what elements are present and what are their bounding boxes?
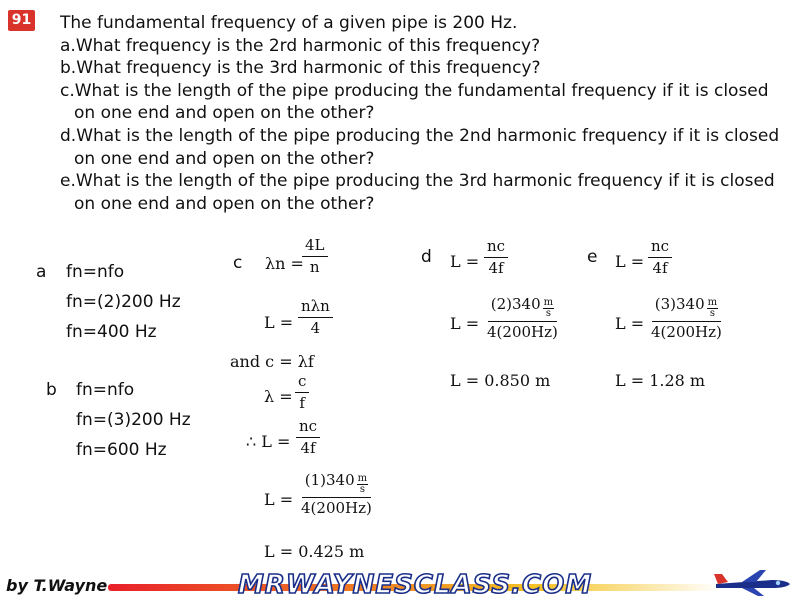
part-d-sub-fraction: [484, 296, 561, 341]
part-e-result: L = 1.28 m: [615, 371, 706, 390]
part-b-line2: fn=(3)200 Hz: [76, 410, 191, 430]
site-brand-logo: MRWAYNESCLASS.COM: [238, 570, 593, 600]
part-b-label: b: [46, 380, 57, 400]
part-e-label: e: [587, 247, 598, 267]
unit-m-per-s: [707, 298, 718, 319]
problem-line: b.What frequency is the 3rd harmonic of this frequency?: [60, 58, 541, 79]
part-a-line2: fn=(2)200 Hz: [66, 292, 181, 312]
problem-number-badge: 91: [8, 10, 35, 31]
part-e-eq-lhs: L =: [615, 252, 645, 271]
part-c-therefore-fraction: [296, 418, 320, 458]
denominator: 4: [310, 319, 321, 338]
denominator: 4f: [652, 259, 668, 278]
unit-top: m: [357, 473, 368, 484]
part-c-therefore-lhs: ∴ L =: [246, 432, 291, 451]
problem-line: on one end and open on the other?: [74, 193, 375, 214]
numerator: 4L: [302, 237, 328, 257]
denominator: 4(200Hz): [301, 499, 372, 517]
denominator: 4(200Hz): [651, 323, 722, 341]
part-d-label: d: [421, 247, 432, 267]
problem-line: e.What is the length of the pipe producing the 3rd harmonic frequency if it is closed: [60, 171, 775, 192]
part-e-sub-fraction: [648, 296, 725, 341]
part-c-sub-lhs: L =: [264, 490, 294, 509]
value: (1)340: [304, 471, 355, 489]
problem-line: on one end and open on the other?: [74, 103, 375, 124]
numerator: nλn: [298, 298, 333, 318]
problem-line: on one end and open on the other?: [74, 148, 375, 169]
unit-bottom: s: [359, 484, 365, 495]
numerator: [652, 296, 721, 322]
part-c-sub-fraction: [298, 472, 375, 517]
part-d-result: L = 0.850 m: [450, 371, 551, 390]
part-c-result: L = 0.425 m: [264, 542, 365, 561]
part-c-lambda2-lhs: λ =: [264, 387, 293, 406]
unit-bottom: s: [545, 308, 551, 319]
part-c-lambda-fraction: [302, 237, 328, 277]
numerator: nc: [648, 238, 672, 258]
unit-bottom: s: [709, 308, 715, 319]
denominator: 4f: [300, 439, 316, 458]
denominator: 4(200Hz): [487, 323, 558, 341]
problem-text: [60, 12, 779, 215]
part-a-label: a: [36, 262, 47, 282]
part-c-lambda2-fraction: [295, 373, 309, 413]
denominator: 4f: [488, 259, 504, 278]
part-c-and: and c = λf: [230, 352, 314, 371]
numerator: nc: [296, 418, 320, 438]
part-d-eq-fraction: [484, 238, 508, 278]
problem-line: c.What is the length of the pipe producing the fundamental frequency if it is closed: [60, 80, 769, 101]
part-e-sub-lhs: L =: [615, 314, 645, 333]
part-e-eq-fraction: [648, 238, 672, 278]
numerator: [488, 296, 557, 322]
denominator: n: [309, 258, 320, 277]
unit-top: m: [543, 297, 554, 308]
problem-line: d.What is the length of the pipe producing the 2nd harmonic frequency if it is closed: [60, 125, 780, 146]
numerator: c: [295, 373, 309, 393]
part-c-lambda-lhs: λn =: [265, 254, 304, 273]
jet-plane-icon: [712, 566, 792, 598]
part-b-line3: fn=600 Hz: [76, 440, 167, 460]
part-d-sub-lhs: L =: [450, 314, 480, 333]
numerator: nc: [484, 238, 508, 258]
author-credit: by T.Wayne: [6, 576, 108, 595]
part-d-eq-lhs: L =: [450, 252, 480, 271]
unit-top: m: [707, 297, 718, 308]
value: (2)340: [490, 295, 541, 313]
value: (3)340: [654, 295, 705, 313]
numerator: [302, 472, 371, 498]
problem-line: a.What frequency is the 2rd harmonic of this frequency?: [60, 35, 541, 56]
problem-line: The fundamental frequency of a given pipe is 200 Hz.: [60, 13, 518, 33]
part-b-line1: fn=nfo: [76, 380, 135, 400]
denominator: f: [299, 394, 305, 413]
unit-m-per-s: [543, 298, 554, 319]
part-c-L-lhs: L =: [264, 313, 294, 332]
unit-m-per-s: [357, 474, 368, 495]
part-a-line1: fn=nfo: [66, 262, 125, 282]
part-c-label: c: [233, 253, 243, 273]
part-c-L-fraction: [298, 298, 333, 338]
part-a-line3: fn=400 Hz: [66, 322, 157, 342]
